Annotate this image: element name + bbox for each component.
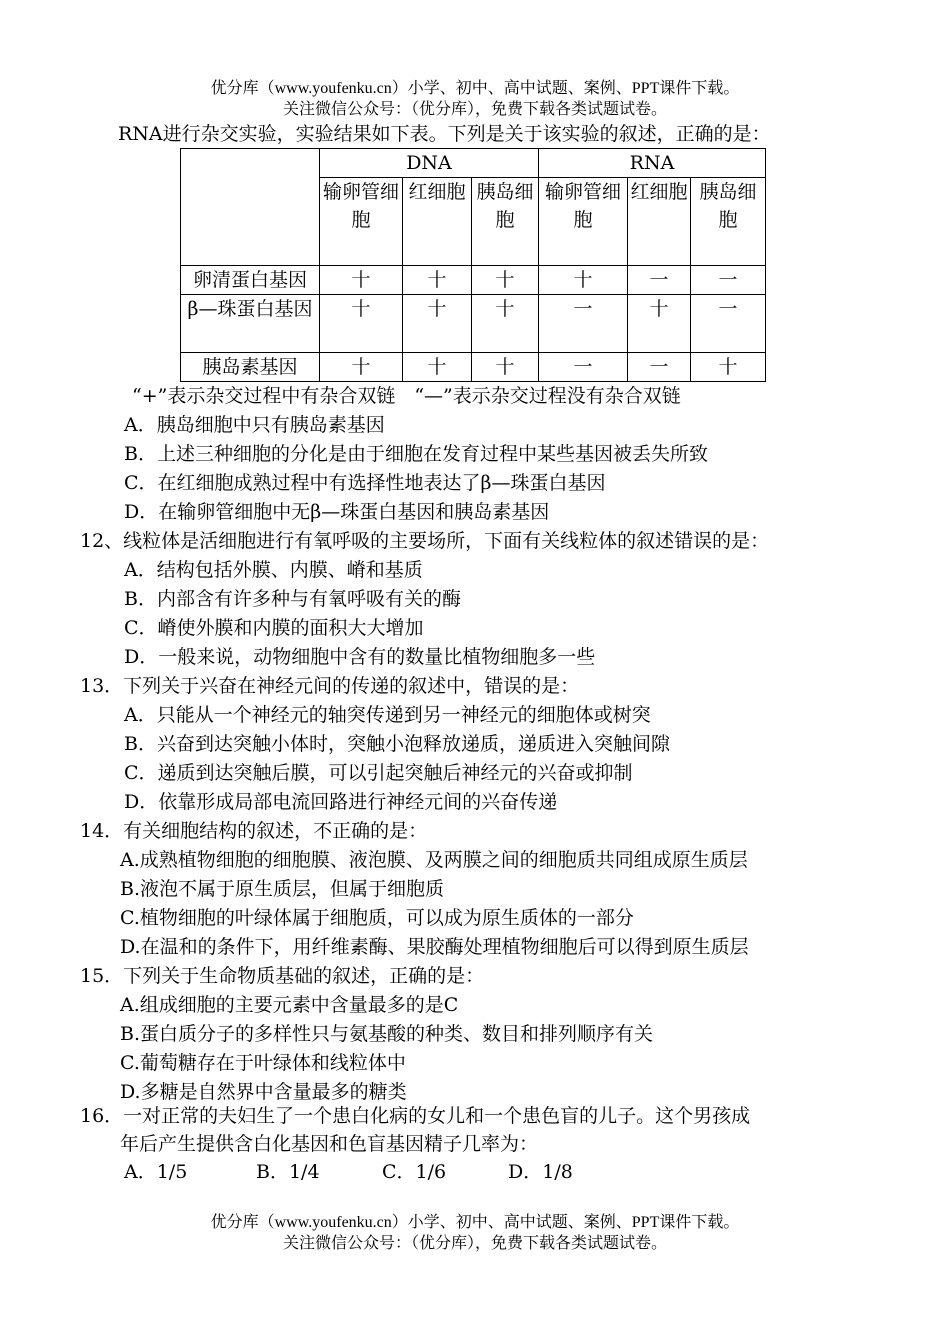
q11-option-a: A．胰岛细胞中只有胰岛素基因	[124, 414, 385, 436]
table-cell: 十	[403, 295, 472, 353]
col-header: 胰岛细胞	[691, 178, 766, 266]
table-cell: 十	[472, 295, 539, 353]
header-line-2: 关注微信公众号：（优分库），免费下载各类试题试卷。	[282, 101, 667, 118]
q16-option-a: A．1/5	[124, 1161, 188, 1183]
q14-option-c: C.植物细胞的叶绿体属于细胞质，可以成为原生质体的一部分	[120, 907, 634, 929]
table-row	[181, 353, 766, 382]
header-line-1: 优分库（www.youfenku.cn）小学、初中、高中试题、案例、PPT课件下载。	[210, 80, 740, 97]
table-cell: 一	[691, 295, 766, 353]
q15-option-d: D.多糖是自然界中含量最多的糖类	[120, 1081, 407, 1103]
table-cell: 十	[403, 266, 472, 295]
row-label: β—珠蛋白基因	[181, 295, 320, 353]
q11-option-b: B．上述三种细胞的分化是由于细胞在发育过程中某些基因被丢失所致	[124, 443, 708, 465]
col-header: 红细胞	[628, 178, 691, 266]
q16-option-d: D．1/8	[508, 1161, 573, 1183]
table-cell: 十	[628, 295, 691, 353]
table-row	[181, 266, 766, 295]
table-cell: 一	[628, 353, 691, 382]
hybridization-table	[180, 148, 766, 382]
col-header: 输卵管细胞	[320, 178, 403, 266]
q11-intro: RNA进行杂交实验，实验结果如下表。下列是关于该实验的叙述，正确的是：	[118, 123, 771, 145]
row-label: 卵清蛋白基因	[181, 266, 320, 295]
q12-stem: 12、线粒体是活细胞进行有氧呼吸的主要场所，下面有关线粒体的叙述错误的是：	[80, 530, 770, 552]
col-header: 胰岛细胞	[472, 178, 539, 266]
q12-option-a: A．结构包括外膜、内膜、嵴和基质	[124, 559, 423, 581]
q15-option-c: C.葡萄糖存在于叶绿体和线粒体中	[120, 1052, 406, 1074]
q14-option-a: A.成熟植物细胞的细胞膜、液泡膜、及两膜之间的细胞质共同组成原生质层	[120, 849, 748, 871]
table-legend-note: “+”表示杂交过程中有杂合双链 “—”表示杂交过程没有杂合双链	[132, 385, 681, 407]
page-header	[0, 78, 950, 120]
q15-option-b: B.蛋白质分子的多样性只与氨基酸的种类、数目和排列顺序有关	[120, 1023, 654, 1045]
col-header: 输卵管细胞	[539, 178, 628, 266]
q13-option-a: A．只能从一个神经元的轴突传递到另一神经元的细胞体或树突	[124, 704, 651, 726]
q16-options	[124, 1158, 573, 1186]
q12-option-d: D．一般来说，动物细胞中含有的数量比植物细胞多一些	[124, 646, 596, 668]
table-cell: 一	[691, 266, 766, 295]
q12-option-c: C．嵴使外膜和内膜的面积大大增加	[124, 617, 424, 639]
q16-option-c: C．1/6	[382, 1161, 447, 1183]
group-header-dna: DNA	[320, 149, 539, 178]
table-cell: 十	[320, 266, 403, 295]
q16-stem-line-2: 年后产生提供含白化基因和色盲基因精子几率为：	[120, 1133, 539, 1155]
page-footer	[0, 1212, 950, 1254]
q15-stem: 15．下列关于生命物质基础的叙述，正确的是：	[80, 965, 485, 987]
table-cell: 十	[472, 353, 539, 382]
group-header-rna: RNA	[539, 149, 766, 178]
table-corner-cell	[181, 149, 320, 266]
q12-option-b: B．内部含有许多种与有氧呼吸有关的酶	[124, 588, 461, 610]
q13-option-c: C．递质到达突触后膜，可以引起突触后神经元的兴奋或抑制	[124, 762, 633, 784]
table-cell: 十	[320, 353, 403, 382]
table-row	[181, 295, 766, 353]
table-cell: 十	[403, 353, 472, 382]
table-cell: 十	[539, 266, 628, 295]
q11-option-c: C．在红细胞成熟过程中有选择性地表达了β—珠蛋白基因	[124, 472, 606, 494]
table-cell: 一	[539, 353, 628, 382]
col-header: 红细胞	[403, 178, 472, 266]
q11-option-d: D．在输卵管细胞中无β—珠蛋白基因和胰岛素基因	[124, 501, 550, 523]
q13-option-d: D．依靠形成局部电流回路进行神经元间的兴奋传递	[124, 791, 558, 813]
q14-option-b: B.液泡不属于原生质层，但属于细胞质	[120, 878, 445, 900]
q16-stem-line-1: 16．一对正常的夫妇生了一个患白化病的女儿和一个患色盲的儿子。这个男孩成	[80, 1105, 751, 1127]
table-cell: 一	[539, 295, 628, 353]
q15-option-a: A.组成细胞的主要元素中含量最多的是C	[120, 994, 459, 1016]
q14-option-d: D.在温和的条件下，用纤维素酶、果胶酶处理植物细胞后可以得到原生质层	[120, 936, 749, 958]
table-cell: 十	[691, 353, 766, 382]
footer-line-2: 关注微信公众号：（优分库），免费下载各类试题试卷。	[282, 1235, 667, 1252]
row-label: 胰岛素基因	[181, 353, 320, 382]
table-cell: 一	[628, 266, 691, 295]
table-cell: 十	[472, 266, 539, 295]
q16-option-b: B．1/4	[256, 1161, 320, 1183]
table-cell: 十	[320, 295, 403, 353]
footer-line-1: 优分库（www.youfenku.cn）小学、初中、高中试题、案例、PPT课件下载。	[210, 1214, 740, 1231]
q13-option-b: B．兴奋到达突触小体时，突触小泡释放递质，递质进入突触间隙	[124, 733, 670, 755]
q13-stem: 13．下列关于兴奋在神经元间的传递的叙述中，错误的是：	[80, 675, 580, 697]
q14-stem: 14．有关细胞结构的叙述，不正确的是：	[80, 820, 428, 842]
